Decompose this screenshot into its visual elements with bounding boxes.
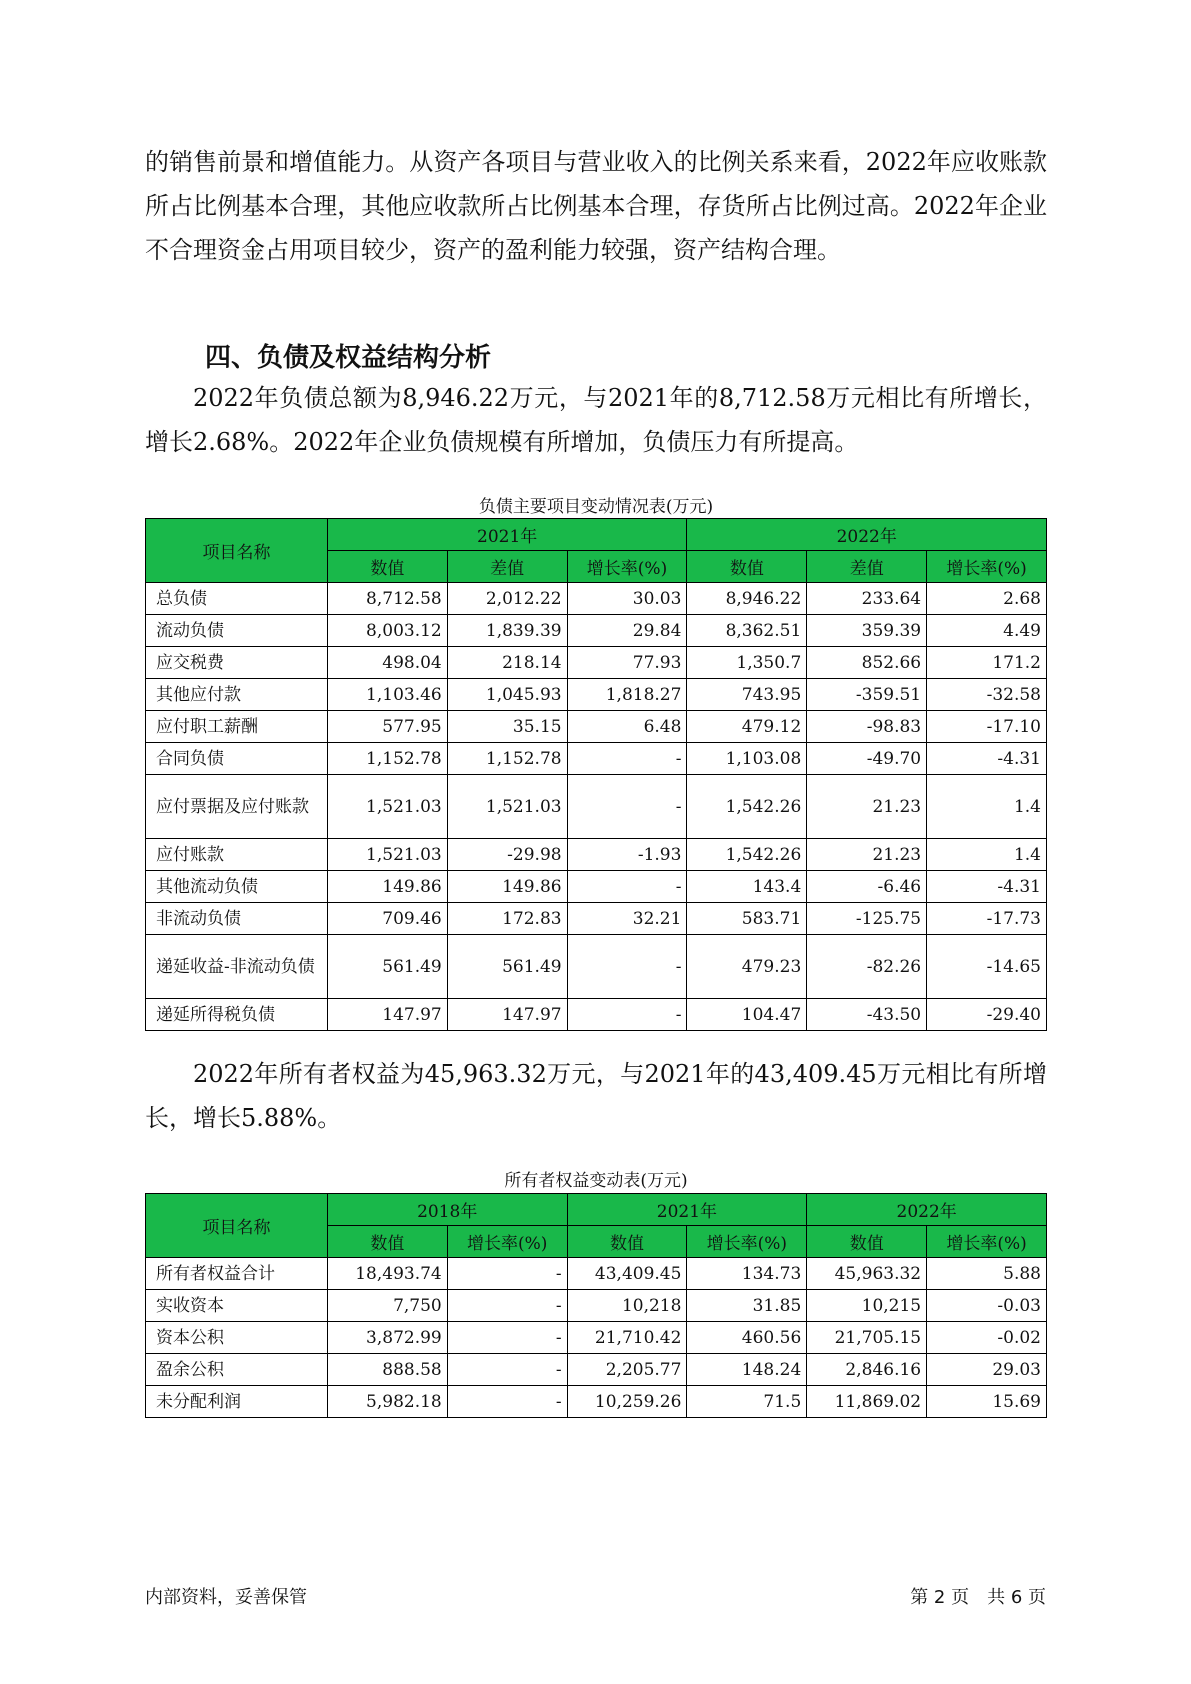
liability-sub-header: 差值 bbox=[807, 551, 927, 583]
liability-row bbox=[146, 615, 1047, 647]
equity-sub-header: 增长率(%) bbox=[687, 1226, 807, 1258]
cell-value: 43,409.45 bbox=[567, 1258, 687, 1290]
cell-value: 1,542.26 bbox=[687, 839, 807, 871]
liability-sub-header: 差值 bbox=[447, 551, 567, 583]
row-label: 未分配利润 bbox=[146, 1386, 328, 1418]
equity-name-header: 项目名称 bbox=[146, 1194, 328, 1258]
cell-value: 171.2 bbox=[927, 647, 1047, 679]
cell-value: 31.85 bbox=[687, 1290, 807, 1322]
cell-value: 10,259.26 bbox=[567, 1386, 687, 1418]
section-heading: 四、负债及权益结构分析 bbox=[205, 343, 492, 373]
row-label: 递延收益-非流动负债 bbox=[146, 935, 328, 999]
cell-value: 561.49 bbox=[447, 935, 567, 999]
equity-row bbox=[146, 1354, 1047, 1386]
row-label: 总负债 bbox=[146, 583, 328, 615]
cell-value: 6.48 bbox=[567, 711, 687, 743]
equity-sub-header: 增长率(%) bbox=[927, 1226, 1047, 1258]
cell-value: - bbox=[567, 935, 687, 999]
cell-value: - bbox=[567, 775, 687, 839]
cell-value: -0.02 bbox=[927, 1322, 1047, 1354]
cell-value: -82.26 bbox=[807, 935, 927, 999]
cell-value: 149.86 bbox=[447, 871, 567, 903]
cell-value: 583.71 bbox=[687, 903, 807, 935]
cell-value: 29.84 bbox=[567, 615, 687, 647]
cell-value: 743.95 bbox=[687, 679, 807, 711]
cell-value: - bbox=[447, 1258, 567, 1290]
cell-value: 1,521.03 bbox=[327, 839, 447, 871]
cell-value: 21,710.42 bbox=[567, 1322, 687, 1354]
cell-value: 888.58 bbox=[327, 1354, 447, 1386]
row-label: 应付票据及应付账款 bbox=[146, 775, 328, 839]
cell-value: 1,103.46 bbox=[327, 679, 447, 711]
cell-value: 77.93 bbox=[567, 647, 687, 679]
cell-value: -43.50 bbox=[807, 999, 927, 1031]
equity-table-caption: 所有者权益变动表(万元) bbox=[504, 1171, 688, 1191]
row-label: 应交税费 bbox=[146, 647, 328, 679]
equity-row bbox=[146, 1258, 1047, 1290]
cell-value: 8,946.22 bbox=[687, 583, 807, 615]
cell-value: 498.04 bbox=[327, 647, 447, 679]
liability-row bbox=[146, 583, 1047, 615]
cell-value: 561.49 bbox=[327, 935, 447, 999]
cell-value: -0.03 bbox=[927, 1290, 1047, 1322]
liability-sub-header: 增长率(%) bbox=[567, 551, 687, 583]
equity-row bbox=[146, 1322, 1047, 1354]
cell-value: - bbox=[447, 1386, 567, 1418]
liability-paragraph: 2022年负债总额为8,946.22万元，与2021年的8,712.58万元相比有所增长，增长2.68%。2022年企业负债规模有所增加，负债压力有所提高。 bbox=[145, 384, 1047, 456]
equity-table bbox=[145, 1193, 1047, 1418]
cell-value: 1.4 bbox=[927, 839, 1047, 871]
cell-value: 5,982.18 bbox=[327, 1386, 447, 1418]
cell-value: 1.4 bbox=[927, 775, 1047, 839]
row-label: 流动负债 bbox=[146, 615, 328, 647]
cell-value: 143.4 bbox=[687, 871, 807, 903]
footer-confidential-note: 内部资料，妥善保管 bbox=[145, 1587, 307, 1608]
liability-sub-header: 数值 bbox=[687, 551, 807, 583]
liability-row bbox=[146, 647, 1047, 679]
cell-value: 147.97 bbox=[327, 999, 447, 1031]
liability-row bbox=[146, 743, 1047, 775]
cell-value: 233.64 bbox=[807, 583, 927, 615]
row-label: 应付职工薪酬 bbox=[146, 711, 328, 743]
cell-value: 149.86 bbox=[327, 871, 447, 903]
cell-value: - bbox=[447, 1354, 567, 1386]
cell-value: 21.23 bbox=[807, 775, 927, 839]
cell-value: 21.23 bbox=[807, 839, 927, 871]
cell-value: 3,872.99 bbox=[327, 1322, 447, 1354]
equity-paragraph: 2022年所有者权益为45,963.32万元，与2021年的43,409.45万元相比有所增长，增长5.88%。 bbox=[145, 1060, 1047, 1132]
liability-row bbox=[146, 839, 1047, 871]
row-label: 盈余公积 bbox=[146, 1354, 328, 1386]
liability-row bbox=[146, 999, 1047, 1031]
cell-value: 218.14 bbox=[447, 647, 567, 679]
liability-row bbox=[146, 711, 1047, 743]
cell-value: 1,152.78 bbox=[447, 743, 567, 775]
cell-value: 359.39 bbox=[807, 615, 927, 647]
cell-value: 29.03 bbox=[927, 1354, 1047, 1386]
row-label: 合同负债 bbox=[146, 743, 328, 775]
equity-sub-header: 增长率(%) bbox=[447, 1226, 567, 1258]
cell-value: 21,705.15 bbox=[807, 1322, 927, 1354]
cell-value: - bbox=[567, 999, 687, 1031]
cell-value: 2,012.22 bbox=[447, 583, 567, 615]
row-label: 其他应付款 bbox=[146, 679, 328, 711]
row-label: 资本公积 bbox=[146, 1322, 328, 1354]
row-label: 非流动负债 bbox=[146, 903, 328, 935]
liability-row bbox=[146, 679, 1047, 711]
cell-value: 8,003.12 bbox=[327, 615, 447, 647]
cell-value: 1,839.39 bbox=[447, 615, 567, 647]
row-label: 递延所得税负债 bbox=[146, 999, 328, 1031]
cell-value: 10,215 bbox=[807, 1290, 927, 1322]
cell-value: - bbox=[447, 1322, 567, 1354]
cell-value: 15.69 bbox=[927, 1386, 1047, 1418]
cell-value: 45,963.32 bbox=[807, 1258, 927, 1290]
cell-value: 460.56 bbox=[687, 1322, 807, 1354]
row-label: 其他流动负债 bbox=[146, 871, 328, 903]
cell-value: 1,521.03 bbox=[447, 775, 567, 839]
footer-page-number: 第 2 页 共 6 页 bbox=[910, 1587, 1046, 1608]
cell-value: -17.73 bbox=[927, 903, 1047, 935]
liability-table-caption: 负债主要项目变动情况表(万元) bbox=[478, 497, 714, 517]
cell-value: -49.70 bbox=[807, 743, 927, 775]
cell-value: 8,712.58 bbox=[327, 583, 447, 615]
liability-sub-header: 增长率(%) bbox=[927, 551, 1047, 583]
cell-value: 4.49 bbox=[927, 615, 1047, 647]
row-label: 所有者权益合计 bbox=[146, 1258, 328, 1290]
equity-sub-header: 数值 bbox=[807, 1226, 927, 1258]
cell-value: 104.47 bbox=[687, 999, 807, 1031]
cell-value: - bbox=[567, 743, 687, 775]
cell-value: 172.83 bbox=[447, 903, 567, 935]
cell-value: 71.5 bbox=[687, 1386, 807, 1418]
liability-table bbox=[145, 518, 1047, 1031]
cell-value: 1,152.78 bbox=[327, 743, 447, 775]
cell-value: 2.68 bbox=[927, 583, 1047, 615]
cell-value: 134.73 bbox=[687, 1258, 807, 1290]
intro-paragraph: 的销售前景和增值能力。从资产各项目与营业收入的比例关系来看，2022年应收账款所占比例基本合理，其他应收款所占比例基本合理，存货所占比例过高。2022年企业不合理资金占用项目较少，资产的盈利能力较强，资产结构合理。 bbox=[145, 148, 1047, 264]
cell-value: -14.65 bbox=[927, 935, 1047, 999]
liability-sub-header: 数值 bbox=[327, 551, 447, 583]
cell-value: 32.21 bbox=[567, 903, 687, 935]
equity-year-header: 2018年 bbox=[327, 1194, 567, 1226]
equity-table-body bbox=[146, 1258, 1047, 1418]
liability-row bbox=[146, 935, 1047, 999]
row-label: 应付账款 bbox=[146, 839, 328, 871]
cell-value: 11,869.02 bbox=[807, 1386, 927, 1418]
cell-value: 35.15 bbox=[447, 711, 567, 743]
row-label: 实收资本 bbox=[146, 1290, 328, 1322]
cell-value: 7,750 bbox=[327, 1290, 447, 1322]
liability-row bbox=[146, 871, 1047, 903]
equity-sub-header: 数值 bbox=[327, 1226, 447, 1258]
cell-value: 30.03 bbox=[567, 583, 687, 615]
cell-value: -98.83 bbox=[807, 711, 927, 743]
cell-value: 5.88 bbox=[927, 1258, 1047, 1290]
liability-row bbox=[146, 903, 1047, 935]
cell-value: -6.46 bbox=[807, 871, 927, 903]
equity-row bbox=[146, 1290, 1047, 1322]
cell-value: 8,362.51 bbox=[687, 615, 807, 647]
equity-year-header: 2022年 bbox=[807, 1194, 1047, 1226]
cell-value: -17.10 bbox=[927, 711, 1047, 743]
cell-value: 147.97 bbox=[447, 999, 567, 1031]
cell-value: 852.66 bbox=[807, 647, 927, 679]
cell-value: -32.58 bbox=[927, 679, 1047, 711]
cell-value: -1.93 bbox=[567, 839, 687, 871]
cell-value: 2,205.77 bbox=[567, 1354, 687, 1386]
cell-value: -4.31 bbox=[927, 743, 1047, 775]
cell-value: -29.40 bbox=[927, 999, 1047, 1031]
equity-year-header: 2021年 bbox=[567, 1194, 807, 1226]
cell-value: -125.75 bbox=[807, 903, 927, 935]
cell-value: 577.95 bbox=[327, 711, 447, 743]
liability-year-header: 2021年 bbox=[327, 519, 687, 551]
cell-value: 1,045.93 bbox=[447, 679, 567, 711]
equity-sub-header: 数值 bbox=[567, 1226, 687, 1258]
cell-value: 1,521.03 bbox=[327, 775, 447, 839]
liability-row bbox=[146, 775, 1047, 839]
cell-value: 479.12 bbox=[687, 711, 807, 743]
cell-value: 709.46 bbox=[327, 903, 447, 935]
cell-value: -29.98 bbox=[447, 839, 567, 871]
cell-value: 1,818.27 bbox=[567, 679, 687, 711]
cell-value: 18,493.74 bbox=[327, 1258, 447, 1290]
cell-value: 2,846.16 bbox=[807, 1354, 927, 1386]
cell-value: 10,218 bbox=[567, 1290, 687, 1322]
equity-row bbox=[146, 1386, 1047, 1418]
liability-name-header: 项目名称 bbox=[146, 519, 328, 583]
cell-value: 479.23 bbox=[687, 935, 807, 999]
liability-table-body bbox=[146, 583, 1047, 1031]
cell-value: -359.51 bbox=[807, 679, 927, 711]
liability-year-header: 2022年 bbox=[687, 519, 1047, 551]
cell-value: 1,542.26 bbox=[687, 775, 807, 839]
cell-value: - bbox=[567, 871, 687, 903]
cell-value: - bbox=[447, 1290, 567, 1322]
cell-value: -4.31 bbox=[927, 871, 1047, 903]
cell-value: 148.24 bbox=[687, 1354, 807, 1386]
cell-value: 1,350.7 bbox=[687, 647, 807, 679]
cell-value: 1,103.08 bbox=[687, 743, 807, 775]
